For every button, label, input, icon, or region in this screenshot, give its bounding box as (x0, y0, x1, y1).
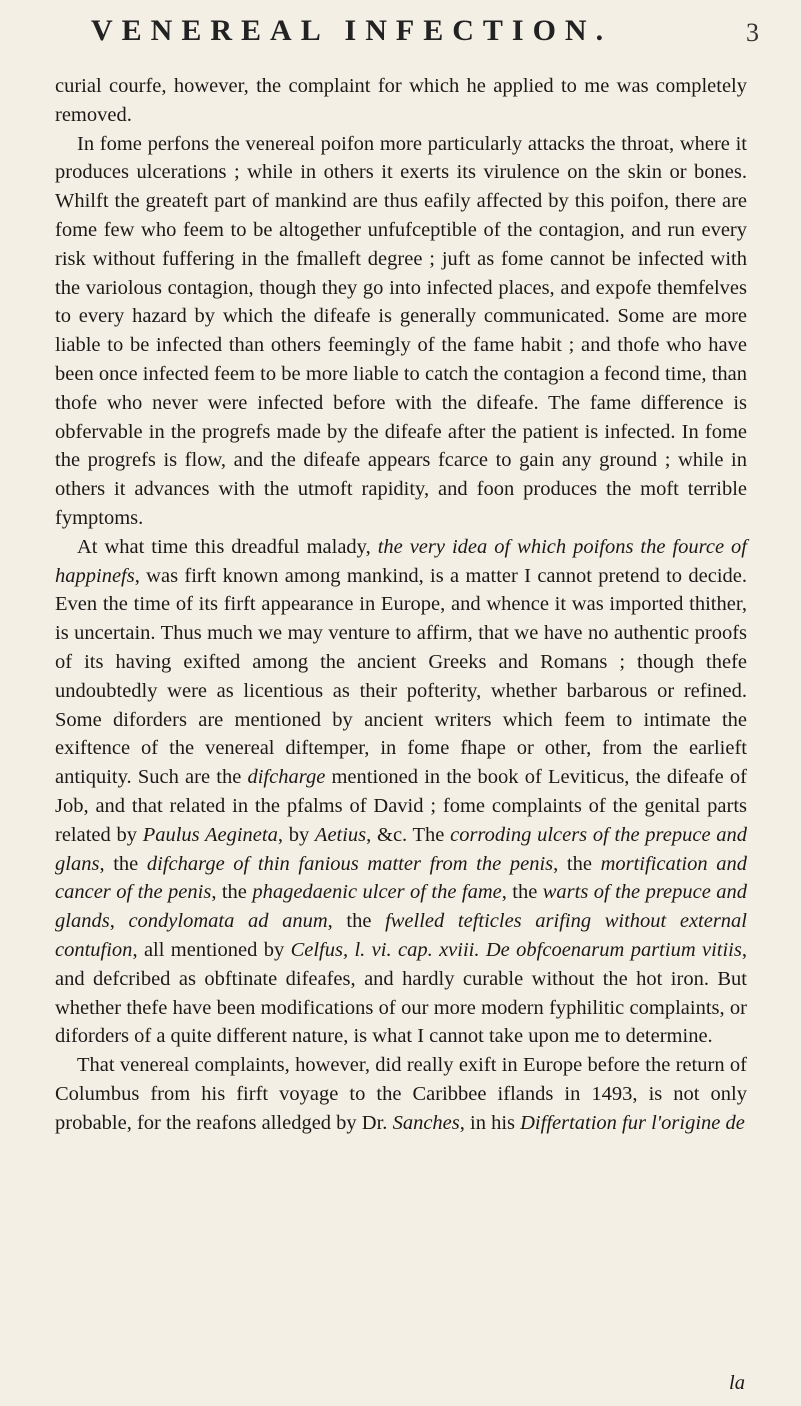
text-run: That venereal complaints, however, did really exift in Europe before the return of Columbus from his firft voyage to the Caribbee iflands in 1493, is not only probable, for the reafons alledged by Dr. (55, 1054, 747, 1134)
text-run: , &c. The (366, 823, 451, 846)
paragraph (55, 72, 747, 130)
italic-run: Aetius (314, 823, 367, 846)
text-run: , the (99, 852, 147, 875)
italic-run: Celfus, l. vi. cap. xviii. De obfcoenarum partium vitiis (290, 938, 742, 961)
body-text (55, 72, 747, 1137)
italic-run: Sanches (392, 1111, 460, 1134)
text-run: At what time this dreadful malady, (77, 535, 378, 558)
italic-run: corroding ulcers of the prepuce and glans (55, 823, 748, 875)
italic-run: Differtation fur l'origine de (520, 1111, 745, 1134)
running-title: VENEREAL INFECTION. (91, 14, 613, 47)
italic-run: mortification and cancer of the penis (55, 852, 747, 904)
text-run: , all mentioned by (132, 938, 291, 961)
italic-run: difcharge (247, 766, 326, 789)
italic-run: phagedaenic ulcer of the fame (252, 881, 502, 904)
text-run: , by (277, 823, 315, 846)
page-number: 3 (746, 18, 759, 47)
text-run: , the (211, 881, 253, 904)
text-run: mentioned in the book of Leviticus, the difeafe of Job, and that related in the pfalms of David ; fome complaints of the genital parts related by (55, 766, 747, 846)
paragraph (55, 130, 747, 533)
text-run: , the (327, 910, 386, 933)
italic-run: fwelled tefticles arifing without external contufion (55, 910, 748, 961)
text-run: , the (553, 852, 601, 875)
text-run: curial courfe, however, the complaint for which he applied to me was completely removed. (55, 75, 747, 126)
catchword: la (729, 1372, 745, 1394)
text-run: , (109, 910, 129, 933)
text-run: , in his (459, 1111, 521, 1134)
running-head (55, 14, 759, 64)
italic-run: difcharge of thin fanious matter from the penis (146, 852, 554, 875)
text-run: , was firft known among mankind, is a matter I cannot pretend to decide. Even the time of its firft appearance in Europe, and whence it was imported thither, is uncertain. Thus much we may venture to affirm, that we have no authentic proofs of its having exifted among the ancient Greeks and Romans ; though thefe undoubtedly were as licentious as their pofterity, whether barbarous or refined. Some diforders are mentioned by ancient writers which feem to intimate the exiftence of the venereal diftemper, in fome fhape or other, from the earlieft antiquity. Such are the (55, 564, 747, 789)
text-run: , and defcribed as obftinate difeafes, and hardly curable without the hot iron. But whether thefe have been modifications of our more modern fyphilitic complaints, or diforders of a quite different nature, is what I cannot take upon me to determine. (55, 938, 747, 1048)
paragraph (55, 1051, 747, 1137)
italic-run: Paulus Aegineta (142, 823, 278, 846)
italic-run: warts of the prepuce and glands (55, 881, 747, 933)
italic-run: the very idea of which poifons the fource of happinefs (55, 535, 747, 587)
italic-run: condylomata ad anum (128, 910, 328, 933)
text-run: In fome perfons the venereal poifon more particularly attacks the throat, where it produces ulcerations ; while in others it exerts its virulence on the skin or bones. Whilft the greateft part of mankind are thus eafily affected by this poifon, there are fome few who feem to be altogether unfufceptible of the contagion, and run every risk without fuffering in the fmalleft degree ; juft as fome cannot be infected with the variolous contagion, though they go into infected places, and expofe themfelves to every hazard by which the difeafe is generally communicated. Some are more liable to be infected than others feemingly of the fame habit ; and thofe who have been once infected feem to be more liable to catch the contagion a fecond time, than thofe who never were infected before with the difeafe. The fame difference is obfervable in the progrefs made by the difeafe after the patient is infected. In fome the progrefs is flow, and the difeafe appears fcarce to gain any ground ; while in others it advances with the utmoft rapidity, and foon produces the moft terrible fymptoms. (55, 132, 747, 529)
paragraph (55, 533, 747, 1051)
text-run: , the (501, 881, 543, 904)
